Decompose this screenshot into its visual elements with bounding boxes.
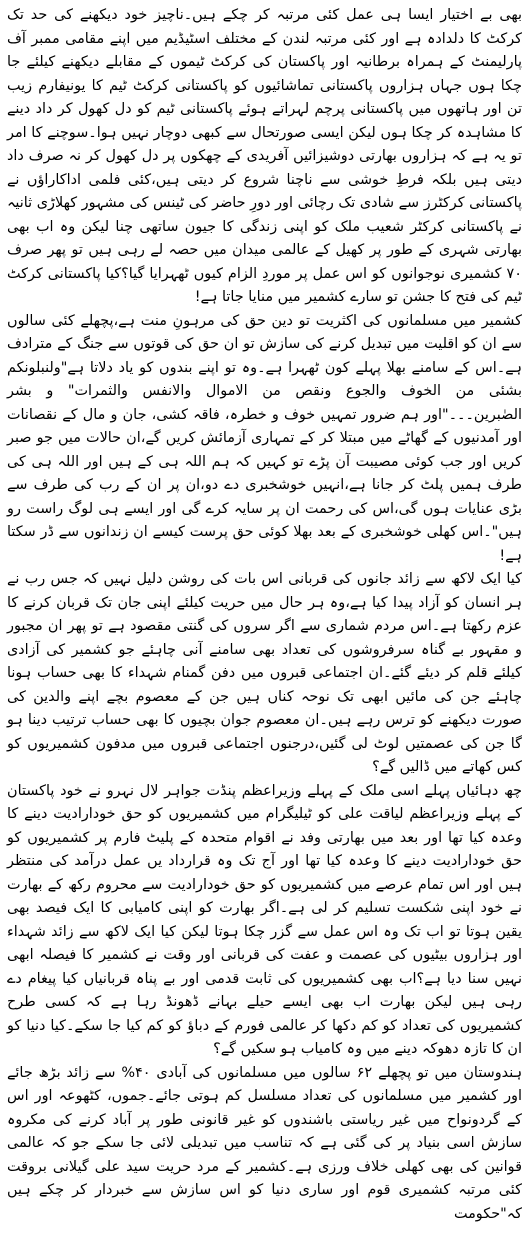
- article-paragraph-2: کشمیر میں مسلمانوں کی اکثریت تو دین حق کی مرہونِ منت ہے،پچھلے کئی سالوں سے ان کو اقلیت میں تبدیل کرنے کی سازش تو ان حق کی قوتوں سے جنگ کے مترادف ہے۔اس کے سامنے بھلا پہلے کون ٹھہرا ہے۔وہ تو اپنے بندوں کو یاد دلاتا ہے"ولنبلونکم بشئی من الخوف والجوع ونقص من الاموال والانفس والثمرات" و بشر الصٰبرین۔۔۔"اور ہم ضرور تمہیں خوف و خطرہ، فاقہ کشی، جان و مال کے نقصانات اور آمدنیوں کے گھاٹے میں مبتلا کر کے تمہاری آزمائش کریں گے،ان حالات میں جو صبر کریں اور جب کوئی مصیبت آن پڑے تو کہیں کہ ہم اللہ ہی کے ہیں اور اللہ ہی کی طرف ہمیں پلٹ کر جانا ہے،انہیں خوشخبری دے دو،ان پر ان کے رب کی طرف سے بڑی عنایات ہوں گی،اس کی رحمت ان پر سایہ کرے گی اور ایسے ہی لوگ راست رو ہیں"۔اس کھلی خوشخبری کے بعد بھلا کوئی حق پرست کیسے ان زندانوں سے ڈر سکتا ہے!: [7, 312, 522, 564]
- article-paragraph-5: ہندوستان میں تو پچھلے ۶۲ سالوں میں مسلمانوں کی آبادی ۴۰% سے زائد بڑھ جائے اور کشمیر میں مسلمانوں کی تعداد مسلسل کم ہوتی جائے۔جموں، کٹھوعہ اور اس کے گردونواح میں غیر ریاستی باشندوں کو غیر قانونی طور پر آباد کرنے کی مکروہ سازش اسی بنیاد پر کی گئی ہے کہ تناسب میں تبدیلی لائی جا سکے جو کہ عالمی قوانین کی بھی کھلی خلاف ورزی ہے۔کشمیر کے مرد حریت سید علی گیلانی بروقت کئی مرتبہ کشمیری قوم اور ساری دنیا کو اس سازش سے خبردار کر چکے ہیں کہ"حکومت: [7, 1064, 522, 1222]
- article-paragraph-4: چھ دہائیاں پہلے اسی ملک کے پہلے وزیراعظم پنڈت جواہر لال نہرو نے خود پاکستان کے پہلے وزیراعظم لیاقت علی کو ٹیلیگرام میں کشمیریوں کو حق خودارادیت دینے کا وعدہ کیا تھا اور بعد میں بھارتی وفد نے اقوام متحدہ کے پلیٹ فارم پر کشمیریوں کو حق خودارادیت دینے کا وعدہ کیا تھا اور آج تک وہ قرارداد یں عمل درآمد کی منتظر ہیں اور اس تمام عرصے میں کشمیریوں کو حق خودارادیت سے محروم رکھ کے بھارت نے خود اپنی شکست تسلیم کر لی ہے۔اگر بھارت کو اپنی کامیابی کا ایک فیصد بھی یقین ہوتا تو اب تک وہ اس عمل سے گزر چکا ہوتا لیکن کیا ایک لاکھ سے زائد شہداء اور ہزاروں بیٹیوں کی عصمت و عفت کی قربانی اور وقت نے کشمیر کا فیصلہ ابھی نہیں سنا دیا ہے؟اب بھی کشمیریوں کی ثابت قدمی اور بے پناہ قربانیاں کیا پیغام دے رہی ہیں لیکن بھارت اب بھی ایسے حیلے بہانے ڈھونڈ رہا ہے کہ کسی طرح کشمیریوں کی تعداد کو کم دکھا کر عالمی فورم کے دباؤ کو کم کیا جا سکے۔کیا دنیا کو ان کا تازہ دھوکہ دینے میں وہ کامیاب ہو سکیں گے؟: [7, 782, 522, 1057]
- article-paragraph-3: کیا ایک لاکھ سے زائد جانوں کی قربانی اس بات کی روشن دلیل نہیں کہ جس رب نے ہر انسان کو آزاد پیدا کیا ہے،وہ ہر حال میں حریت کیلئے اپنی جان تک قربان کرنے کا عزم رکھتا ہے۔اس مردم شماری سے اگر سروں کی گنتی مقصود ہے تو پھر ان مجبور و مقہور بے گناہ سرفروشوں کی تعداد بھی سامنے آنی چاہئے جو کشمیر کی آزادی کیلئے قلم کر دیئے گئے۔ان اجتماعی قبروں میں دفن گمنام شہداء کا بھی حساب ہونا چاہئے جن کی مائیں ابھی تک نوحہ کناں ہیں جن کے معصوم بچے اپنے والدین کی صورت دیکھنے کو ترس رہے ہیں۔ان معصوم جوان بچیوں کا بھی حساب ترتیب دینا ہو گا جن کی عصمتیں لوٹ لی گئیں،درجنوں اجتماعی قبروں میں مدفون کشمیریوں کو کس کھاتے میں ڈالیں گے؟: [7, 571, 522, 775]
- article-paragraph-1: بھی بے اختیار ایسا ہی عمل کئی مرتبہ کر چکے ہیں۔ناچیز خود دیکھنے کی حد تک کرکٹ کا دلدادہ ہے اور کئی مرتبہ لندن کے مختلف اسٹیڈیم میں اپنے مقامی ممبر آف پارلیمنٹ کے ہمراہ برطانیہ اور پاکستان کی کرکٹ ٹیموں کے مقابلے دیکھنے کیلئے جا چکا ہوں جہاں ہزاروں پاکستانی تماشائیوں کو پاکستانی کرکٹ ٹیم کا یونیفارم زیب تن اور ہاتھوں میں پاکستانی پرچم لہراتے ہوئے پاکستانی ٹیم کو دل کھول کر داد دینے کا مشاہدہ کر چکا ہوں لیکن ایسی صورتحال سے کبھی دوچار نہیں ہوا۔سوچنے کا امر تو یہ ہے کہ ہزاروں بھارتی دوشیزائیں آفریدی کے چھکوں پر دل کھول کر نہ صرف داد دیتی ہیں بلکہ فرطِ خوشی سے ناچنا شروع کر دیتی ہیں،کئی فلمی اداکاراؤں نے پاکستانی کرکٹرز سے شادی تک رچائی اور دورِ حاضر کی ٹینس کی مشہور کھلاڑی ثانیہ نے پاکستانی کرکٹر شعیب ملک کو اپنی زندگی کا جیون ساتھی چنا لیکن وہ اب بھی بھارتی شہری کے طور پر کھیل کے عالمی میدان میں حصہ لے رہی ہیں تو پھر صرف ۷۰ کشمیری نوجوانوں کو اس عمل پر موردِ الزام کیوں ٹھہرایا گیا؟کیا پاکستانی کرکٹ ٹیم کی فتح کا جشن تو سارے کشمیر میں منایا جاتا ہے!: [7, 7, 522, 305]
